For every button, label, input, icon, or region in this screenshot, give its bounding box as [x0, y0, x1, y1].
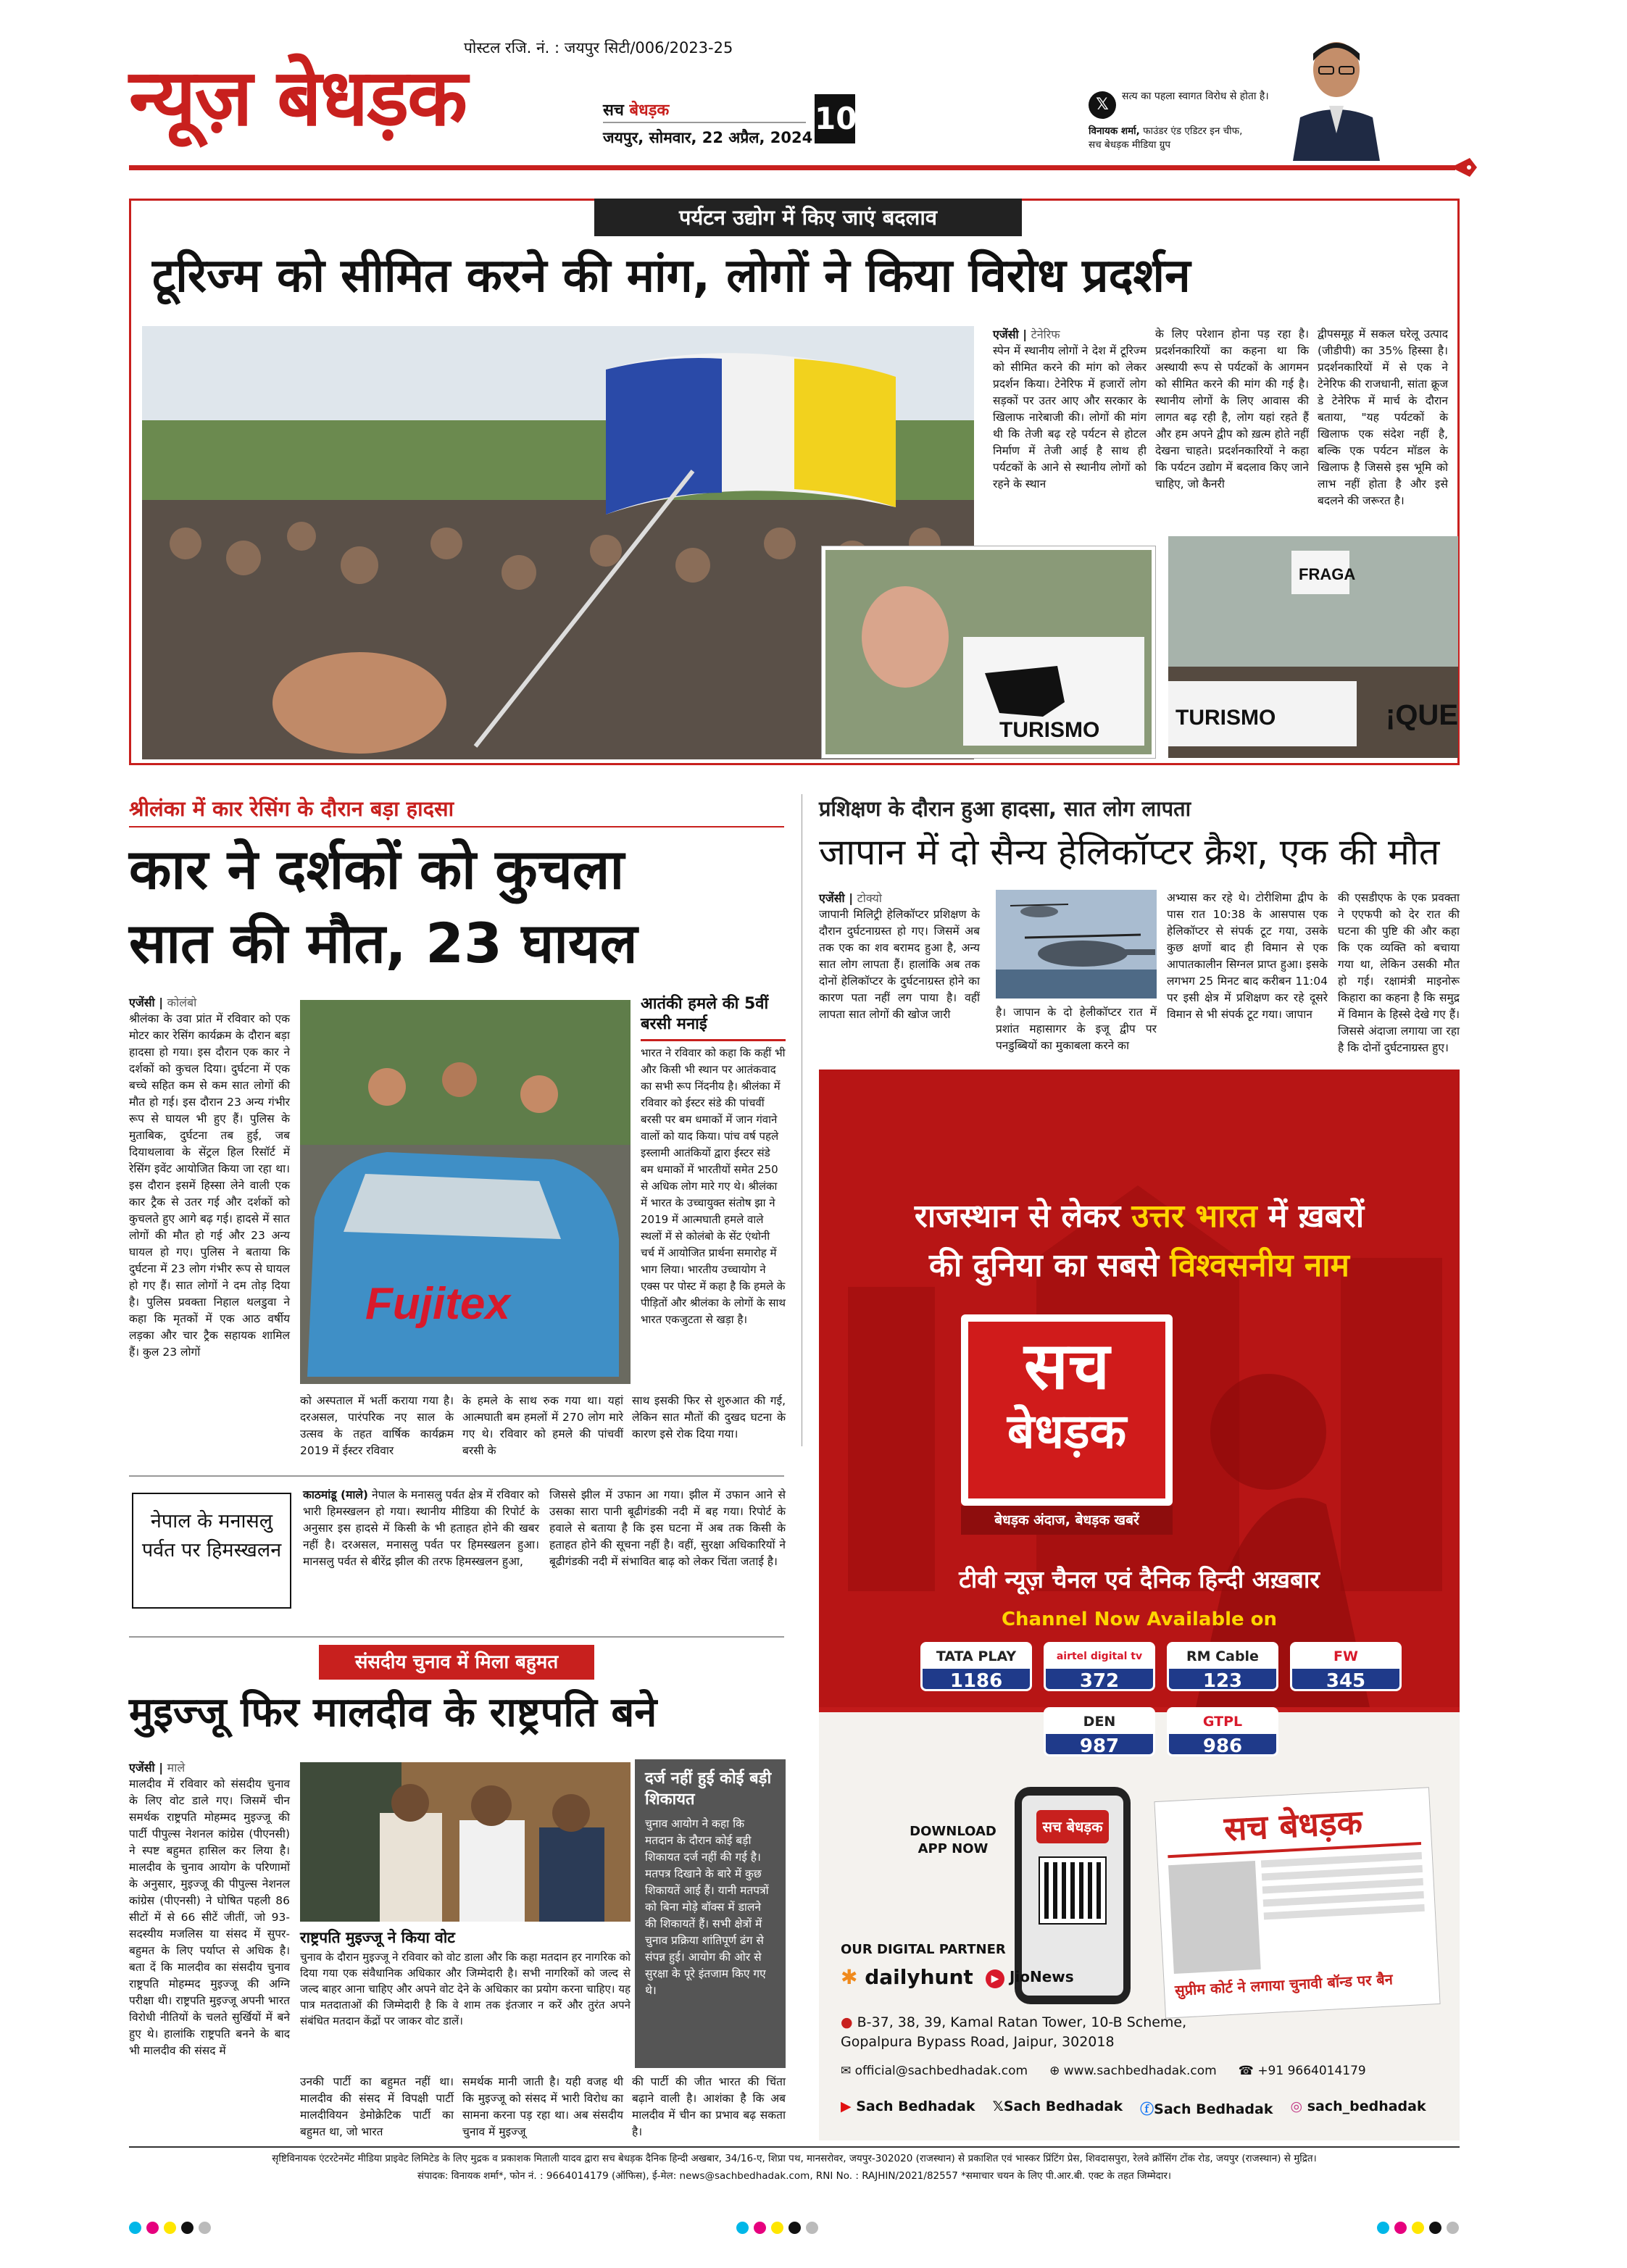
website-text: www.sachbedhadak.com — [1063, 2064, 1217, 2078]
editor-credit — [1089, 125, 1299, 152]
tourism-headline: टूरिज्म को सीमित करने की मांग, लोगों ने किया विरोध प्रदर्शन — [152, 249, 1191, 303]
japan-column-1 — [819, 890, 980, 1025]
nepal-column-2: जिससे झील में उफान आ गया। झील में उफान आने से उसका सारा पानी बूढीगंडकी नदी में बह गया। रिपोर्ट के हवाले से बताया है कि इस घटना में अब तक किसी के हताहत होने की सूचना नहीं है। वहीं, सुरक्षा अधिकारियों ने बूढीगंडकी नदी में संभावित बाढ़ को लेकर चिंता जताई है। — [549, 1488, 786, 1568]
tagline-prefix: सच — [603, 101, 624, 120]
maldives-bottom-2: समर्थक मानी जाती है। यही वजह थी कि मुइज्जू को संसद में भारी विरोध का सामना करना पड़ रहा था। अब संसदीय चुनाव में मुइज्जू — [462, 2075, 623, 2138]
footer-imprint: सृष्टिविनायक एंटरटेनमेंट मीडिया प्राइवेट लिमिटेड के लिए मुद्रक व प्रकाशक मिताली यादव द्वारा सच बेधड़क दैनिक हिन्दी अखबार, 34/16-ए, शिप्रा पथ, मानसरोवर, जयपुर-302020 (राजस्थान) से प्रकाशित एवं भास्कर प्रिंटिंग प्रेस, शिवदासपुरा, रेलवे क्रॉसिंग टोंक रोड, जयपुर (राजस्थान) से मुद्रित। — [272, 2153, 1317, 2164]
maldives-kicker: संसदीय चुनाव में मिला बहुमत — [319, 1645, 594, 1680]
srilanka-text-1: श्रीलंका के उवा प्रांत में रविवार को एक मोटर कार रेसिंग कार्यक्रम के दौरान बड़ा हादसा हो गया। इस दौरान एक कार ने दर्शकों को कुचल दिया। दुर्घटना में एक बच्चे सहित कम से कम सात लोगों की मौत हो गई। इस दौरान 23 अन्य गंभीर रूप से घायल भी हुए हैं। पुलिस के मुताबिक, दुर्घटना तब हुई, जब दियाथलावा के सेंट्रल हिल रिसॉर्ट में रेसिंग इवेंट आयोजित किया जा रहा था। इस दौरान इसमें हिस्सा लेने वाली एक कार ट्रैक से उतर गई और दर्शकों को कुचलते हुए आगे बढ़ गई। हादसे में सात लोगों की मौत हो गई और 23 अन्य घायल हो गए। पुलिस ने बताया कि दुर्घटना में 23 लोग गंभीर रूप से घायल हो गए हैं। सात लोगों ने दम तोड़ दिया है। पुलिस प्रवक्ता निहाल थलडुवा ने कहा कि मृतकों में एक आठ वर्षीय लड़का और चार ट्रैक सहायक शामिल हैं। कुल 23 लोगों — [129, 1012, 290, 1359]
maldives-text-1: मालदीव में रविवार को संसदीय चुनाव के लिए वोट डाले गए। जिसमें चीन समर्थक राष्ट्रपति मोहम्मद मुइज्जू की पार्टी पीपुल्स नेशनल कांग्रेस (पीएनसी) ने स्पष्ट बहुमत हासिल कर लिया है। मालदीव के चुनाव आयोग के परिणामों के अनुसार, मुइज्जू की पीपुल्स नेशनल कांग्रेस (पीएनसी) ने घोषित पहली 86 सीटों में से 66 सीटें जीतीं, जो 93-सदस्यीय मजलिस या संसद में सुपर-बहुमत के लिए पर्याप्त से अधिक है। बता दें कि मालदीव का संसदीय चुनाव राष्ट्रपति मोहम्मद मुइज्जू की अग्नि परीक्षा थी। राष्ट्रपति मुइज्जू अपनी भारत विरोधी नीतियों के चलते सुर्खियों में बने हुए थे। हालांकि राष्ट्रपति बनने के बाद भी मालदीव की संसद में — [129, 1777, 290, 2057]
mail-icon: ✉ — [841, 2064, 852, 2078]
japan-kicker: प्रशिक्षण के दौरान हुआ हादसा, सात लोग लापता — [819, 796, 1191, 821]
phone-text: +91 9664014179 — [1257, 2064, 1366, 2078]
ad-download-text: DOWNLOAD APP NOW — [910, 1824, 996, 1856]
editor-role: फाउंडर एंड एडिटर इन चीफ, — [1143, 125, 1243, 137]
maldives-side-body: चुनाव आयोग ने कहा कि मतदान के दौरान कोई बड़ी शिकायत दर्ज नहीं की गई है। मतपत्र दिखाने के बारे में कुछ शिकायतें आई हैं। यानी मतपत्रों को बिना मोड़े बॉक्स में डालने की शिकायतें हैं। सभी क्षेत्रों में चुनाव प्रक्रिया शांतिपूर्ण ढंग से संपन्न हुई। आयोग की ओर से सुरक्षा के पूरे इंतजाम किए गए थे। — [645, 1817, 769, 1997]
channel-name: RM Cable — [1186, 1648, 1259, 1664]
editor-org: सच बेधड़क मीडिया ग्रुप — [1089, 139, 1171, 151]
newspaper-masthead: सच बेधड़क — [1223, 1802, 1364, 1849]
tourism-photo-2 — [822, 546, 1155, 758]
ad-website[interactable] — [1049, 2064, 1217, 2078]
ad-headline-part-a: राजस्थान से लेकर — [914, 1198, 1121, 1235]
attack-body: भारत ने रविवार को कहा कि कहीं भी और किसी भी स्थान पर आतंकवाद का सभी रूप निंदनीय है। श्रीलंका में रविवार को ईस्टर संडे की पांचवीं बरसी पर बम धमाकों में जान गंवाने वालों को याद किया। पांच वर्ष पहले इस्लामी आतंकियों द्वारा ईस्टर संडे बम धमाकों में भारतीयों समेत 250 से अधिक लोग मारे गए थे। श्रीलंका में भारत के उच्चायुक्त संतोष झा ने 2019 में आत्मघाती हमले वाले स्थलों में से कोलंबो के सेंट एंथोनी चर्च में आयोजित प्रार्थना समारोह में भाग लिया। भारतीय उच्चायोग ने एक्स पर पोस्ट में कहा है कि हमले के पीड़ितों और श्रीलंका के लोगों के साथ भारत एकजुटता से खड़ा है। — [641, 1046, 786, 1326]
ad-partner-jionews — [986, 1968, 1074, 1988]
maldives-bottom-1: उनकी पार्टी का बहुमत नहीं था। मालदीव की संसद में विपक्षी पार्टी मालदीवियन डेमोक्रेटिक पार्टी का बहुमत था, जो भारत — [300, 2075, 454, 2138]
phone-app-logo: सच बेधड़क — [1036, 1810, 1109, 1843]
byline-agency: एजेंसी — [993, 328, 1019, 341]
postal-registration: पोस्टल रजि. नं. : जयपुर सिटी/006/2023-25 — [464, 39, 733, 57]
srilanka-column-1 — [129, 994, 290, 1362]
maldives-top-rule — [129, 1636, 784, 1638]
srilanka-kicker: श्रीलंका में कार रेसिंग के दौरान बड़ा हादसा — [129, 796, 454, 821]
ad-social-row — [841, 2098, 1449, 2118]
car-sponsor-text: Fujitex — [365, 1279, 510, 1329]
partner-name: dailyhunt — [865, 1965, 973, 1989]
srilanka-headline-2: सात की मौत, 23 घायल — [129, 911, 638, 975]
byline-agency: एजेंसी — [819, 891, 845, 905]
globe-icon: ⊕ — [1049, 2064, 1060, 2078]
sign-turismo-1: TURISMO — [999, 718, 1100, 742]
location-pin-icon: ● — [841, 2014, 853, 2030]
tourism-text-3: द्वीपसमूह में सकल घरेलू उत्पाद (जीडीपी) का 35% हिस्सा है। प्रदर्शनकारियों में से एक ने टेनेरिफ की राजधानी, सांता क्रूज डे टेनेरिफ में मार्च के दौरान बताया, "यह पर्यटकों के खिलाफ एक संदेश नहीं है, बल्कि एक पर्यटन मॉडल के खिलाफ है जिससे इस भूमि को लाभ नहीं होता है और इसे बदलने की जरूरत है। — [1318, 328, 1448, 507]
channel-number: 123 — [1169, 1669, 1276, 1691]
masthead-tagline — [603, 99, 669, 120]
channel-number: 986 — [1169, 1734, 1276, 1756]
ad-headline-part-d: की दुनिया का सबसे — [929, 1247, 1160, 1284]
x-icon: 𝕏 — [992, 2098, 1004, 2114]
channel-name: TATA PLAY — [936, 1648, 1017, 1664]
maldives-photo-caption: राष्ट्रपति मुइज्जू ने किया वोट — [300, 1929, 455, 1946]
x-link[interactable] — [993, 2098, 1123, 2118]
japan-column-4: की एसडीएफ के एक प्रवक्ता ने एएफपी को देर रात की घटना की पुष्टि की और कहा कि एक व्यक्ति को बचाया गया था, लेकिन उसकी मौत हो गई। रक्षामंत्री माइनोरू किहारा का कहना है कि समुद्र में विमान के हिस्से देखे गए हैं। जिससे अंदाजा लगाया जा रहा है कि दोनों दुर्घटनाग्रस्त हुए। — [1338, 891, 1460, 1054]
maldives-bottom-3: की पार्टी की जीत भारत की चिंता बढ़ाने वाली है। आशंका है कि अब मालदीव में चीन का प्रभाव बढ़ सकता है। — [632, 2075, 786, 2138]
byline-agency: एजेंसी — [129, 1761, 155, 1775]
channel-number: 372 — [1046, 1669, 1153, 1691]
srilanka-headline-1: कार ने दर्शकों को कुचला — [129, 837, 625, 901]
byline-place: कोलंबो — [167, 996, 197, 1009]
instagram-icon: ◎ — [1290, 2098, 1303, 2114]
maldives-column-1 — [129, 1759, 290, 2061]
japan-text-1: जापानी मिलिट्री हेलिकॉप्टर प्रशिक्षण के दौरान दुर्घटनाग्रस्त हो गए। जिसमें अब तक एक का शव बरामद हुआ है, अन्य सात लोग लापता हैं। हालांकि अब तक दोनों हेलिकॉप्टर के दुर्घटनाग्रस्त होने का कारण पता नहीं लग पाया है। वहीं लापता सात लोगों की खोज जारी — [819, 908, 980, 1021]
maldives-headline: मुइज्जू फिर मालदीव के राष्ट्रपति बने — [129, 1689, 657, 1736]
nepal-title: नेपाल के मनासलु पर्वत पर हिमस्खलन — [141, 1510, 282, 1562]
masthead-red-rule — [129, 165, 1455, 170]
srilanka-car-photo — [300, 1000, 631, 1384]
channel-airtel — [1044, 1642, 1155, 1691]
tourism-photo-3 — [1168, 536, 1458, 758]
byline-place: टेनेरिफ — [1031, 328, 1060, 341]
channel-name: GTPL — [1202, 1714, 1243, 1730]
ad-address — [841, 2013, 1189, 2052]
tagline-brand: बेधड़क — [629, 101, 670, 120]
ad-partner-heading: OUR DIGITAL PARTNER — [841, 1942, 1006, 1957]
partner-name: JioNews — [1009, 1968, 1074, 1985]
ad-contact-row — [841, 2064, 1449, 2078]
tourism-column-3 — [1318, 326, 1448, 511]
sign-fraga: FRAGA — [1299, 565, 1356, 583]
ad-partner-dailyhunt — [841, 1965, 973, 1989]
address-text: B-37, 38, 39, Kamal Ratan Tower, 10-B Scheme, Gopalpura Bypass Road, Jaipur, 302018 — [841, 2014, 1187, 2050]
channel-number: 1186 — [923, 1669, 1030, 1691]
attack-rule — [641, 1039, 786, 1041]
channel-name: airtel digital tv — [1056, 1651, 1143, 1662]
footer-rule — [129, 2146, 1460, 2148]
sign-turismo-2: TURISMO — [1175, 706, 1276, 730]
facebook-link[interactable] — [1140, 2098, 1273, 2118]
ad-email[interactable] — [841, 2064, 1028, 2078]
ad-headline-line-2 — [819, 1242, 1460, 1285]
facebook-icon: ⓕ — [1140, 2101, 1154, 2117]
nepal-top-rule — [129, 1475, 784, 1477]
srilanka-bottom-2: के हमले के साथ रुक गया था। यहां आत्मघाती बम हमलों में 270 लोग मारे गए थे। रविवार को हमले की पांचवीं बरसी के — [462, 1394, 623, 1457]
social-label: sach_bedhadak — [1307, 2098, 1426, 2114]
masthead-logo: न्यूज़ बेधड़क — [129, 52, 467, 143]
maldives-caption-body: चुनाव के दौरान मुइज्जू ने रविवार को वोट डाला और कि कहा मतदान हर नागरिक को दिया गया एक संवैधानिक अधिकार और जिम्मेदारी है। सभी नागरिकों को जल्द से जल्द बाहर आना चाहिए और अपने वोट देने के अधिकार का प्रयोग करना चाहिए। यह पात्र मतदाताओं की जिम्मेदारी है कि वे शाम तक इंतजार न करें और तुरंत अपने संबंधित मतदान केंद्रों पर जाकर वोट डालें। — [300, 1951, 631, 2027]
editor-name: विनायक शर्मा, — [1089, 125, 1140, 137]
youtube-link[interactable] — [841, 2098, 975, 2118]
ad-headline-part-e: विश्वसनीय नाम — [1170, 1247, 1349, 1284]
tourism-byline: एजेंसी | टेनेरिफ — [993, 328, 1060, 341]
maldives-side-box — [635, 1759, 786, 2068]
srilanka-byline: एजेंसी | कोलंबो — [129, 996, 197, 1009]
ad-headline-part-b: उत्तर भारत — [1131, 1198, 1257, 1235]
nepal-column-1 — [303, 1487, 539, 1570]
ad-headline-part-c: में ख़बरों — [1268, 1198, 1365, 1235]
qr-code-icon — [1040, 1858, 1105, 1923]
registration-dots-center — [736, 2222, 823, 2237]
ad-subtitle: टीवी न्यूज़ चैनल एवं दैनिक हिन्दी अख़बार — [959, 1565, 1320, 1593]
dailyhunt-icon: ✱ — [841, 1965, 858, 1989]
channel-tata-play — [920, 1642, 1032, 1691]
japan-column-2: है। जापान के दो हेलीकॉप्टर रात में प्रशांत महासागर के इजू द्वीप पर पनडुब्बियों का मुकाबला करने का — [996, 1006, 1157, 1052]
ad-phone[interactable] — [1239, 2064, 1366, 2078]
ad-banner — [819, 1070, 1460, 2140]
x-logo-icon: 𝕏 — [1089, 91, 1116, 119]
nepal-text-1: नेपाल के मनासलु पर्वत क्षेत्र में रविवार को भारी हिमस्खलन हो गया। स्थानीय मीडिया की रिपोर्ट के अनुसार इस हादसे में किसी के भी हताहत होने की खबर नहीं है। दरअसल, मनासलु पर्वत पर हिमस्खलन हुआ। मानसलु पर्वत से बीरेंद्र झील की तरफ हिमस्खलन हुआ, — [303, 1488, 539, 1568]
tourism-text-1: स्पेन में स्थानीय लोगों ने देश में टूरिज्म को सीमित करने की मांग को लेकर प्रदर्शन किया। टेनेरिफ में हजारों लोग सड़कों पर उतर आए और सरकार के खिलाफ नारेबाजी की। लोगों की मांग थी कि तेजी बढ़ रहे पर्यटन से होटल निर्माण में तेजी आई है साथ ही पर्यटकों के आने से स्थानीय लोगों को रहने के स्थान — [993, 344, 1147, 491]
maldives-photo — [300, 1762, 631, 1922]
registration-dots-left — [129, 2222, 216, 2237]
social-label: Sach Bedhadak — [1154, 2101, 1273, 2117]
registration-dots-right — [1377, 2222, 1464, 2237]
srilanka-bottom-1: को अस्पताल में भर्ती कराया गया है। दरअसल, पारंपरिक नए साल के उत्सव के तहत वार्षिक कार्यक्रम 2019 में ईस्टर रविवार — [300, 1394, 454, 1457]
youtube-icon: ▶ — [841, 2098, 852, 2114]
maldives-side-title: दर्ज नहीं हुई कोई बड़ी शिकायत — [645, 1769, 772, 1809]
channel-gtpl — [1167, 1707, 1278, 1756]
pen-nib-icon — [1449, 155, 1478, 180]
instagram-link[interactable] — [1290, 2098, 1426, 2118]
channel-den — [1044, 1707, 1155, 1756]
social-label: Sach Bedhadak — [856, 2098, 975, 2114]
attack-title: आतंकी हमले की 5वीं बरसी मनाई — [641, 995, 769, 1033]
email-text: official@sachbedhadak.com — [854, 2064, 1028, 2078]
ad-logo-box — [961, 1314, 1173, 1506]
ad-logo-line-2: बेधड़क — [1007, 1404, 1127, 1459]
nepal-title-box — [132, 1493, 291, 1609]
srilanka-bottom-3: साथ इसकी फिर से शुरुआत की गई, लेकिन सात मौतों की दुखद घटना के कारण इसे रोक दिया गया। — [632, 1394, 786, 1441]
ad-logo-line-1: सच — [1024, 1328, 1110, 1404]
phone-icon: ☎ — [1238, 2064, 1254, 2078]
channel-name: FW — [1333, 1648, 1358, 1664]
dateline: जयपुर, सोमवार, 22 अप्रैल, 2024 — [603, 129, 813, 146]
byline-place: माले — [167, 1761, 186, 1775]
byline-agency: एजेंसी — [129, 996, 155, 1009]
tourism-kicker: पर्यटन उद्योग में किए जाएं बदलाव — [594, 199, 1022, 236]
editor-photo — [1293, 32, 1380, 161]
japan-helicopter-photo — [996, 890, 1157, 998]
editor-quote: सत्य का पहला स्वागत विरोध से होता है। — [1122, 91, 1269, 102]
japan-column-3: अभ्यास कर रहे थे। टोरीशिमा द्वीप के पास रात 10:38 के आसपास एक हेलिकॉप्टर से संपर्क टूट गया, उसके कुछ क्षणों बाद ही विमान से एक आपातकालीन सिग्नल प्राप्त हुआ। इसके लगभग 25 मिनट बाद करीबन 11:04 पर इसी क्षेत्र में प्रशिक्षण कर रहे दूसरे विमान से भी संपर्क टूट गया। जापान — [1167, 891, 1328, 1021]
channel-number: 987 — [1046, 1734, 1153, 1756]
channel-name: DEN — [1083, 1714, 1116, 1730]
tourism-text-2: के लिए परेशान होना पड़ रहा है। प्रदर्शनकारियों का कहना था कि अस्थायी रूप से पर्यटकों के आगमन को सीमित करने की मांग की गई है। स्थानीय लोगों के लिए आवास की लागत बढ़ रही है, लोग यहां रहते हैं और हम अपने द्वीप को ख़त्म होते नहीं देखना चाहते। प्रदर्शनकारियों ने कहा कि पर्यटन उद्योग में बदलाव किए जाने चाहिए, जो कैनरी — [1155, 328, 1309, 491]
channel-number: 345 — [1292, 1669, 1399, 1691]
sign-que: ¡QUE — [1386, 699, 1458, 731]
japan-byline: एजेंसी | टोक्यो — [819, 891, 882, 905]
ad-newspaper-mockup — [1154, 1787, 1440, 2018]
japan-headline: जापान में दो सैन्य हेलिकॉप्टर क्रैश, एक की मौत — [819, 831, 1440, 873]
ad-headline-line-1 — [819, 1193, 1460, 1236]
tagline-underline — [603, 122, 806, 123]
tourism-column-2 — [1155, 326, 1309, 494]
page-number: 10 — [815, 94, 855, 143]
maldives-byline: एजेंसी | माले — [129, 1761, 186, 1775]
channel-rm-cable — [1167, 1642, 1278, 1691]
footer-editor: संपादक: विनायक शर्मा*, फोन नं. : 9664014179 (ऑफिस), ई-मेल: news@sachbedhadak.com, RNI No. : RAJHIN/2021/82557 *समाचार चयन के लिए पी.आर.बी. एक्ट के तहत जिम्मेदार। — [417, 2170, 1171, 2182]
jionews-icon: ▶ — [986, 1969, 1004, 1988]
ad-logo-tagline: बेधड़क अंदाज, बेधड़क खबरें — [961, 1506, 1173, 1535]
channel-fw — [1290, 1642, 1402, 1691]
byline-place: टोक्यो — [857, 891, 882, 905]
newspaper-headline: सुप्रीम कोर्ट ने लगाया चुनावी बॉन्ड पर बैन — [1174, 1970, 1394, 1999]
social-label: Sach Bedhadak — [1003, 2098, 1123, 2114]
tourism-column-1 — [993, 326, 1147, 494]
srilanka-kicker-rule — [129, 826, 784, 827]
ad-channel-heading: Channel Now Available on — [1001, 1609, 1278, 1630]
nepal-dateline: काठमांडू (माले) — [303, 1488, 368, 1501]
